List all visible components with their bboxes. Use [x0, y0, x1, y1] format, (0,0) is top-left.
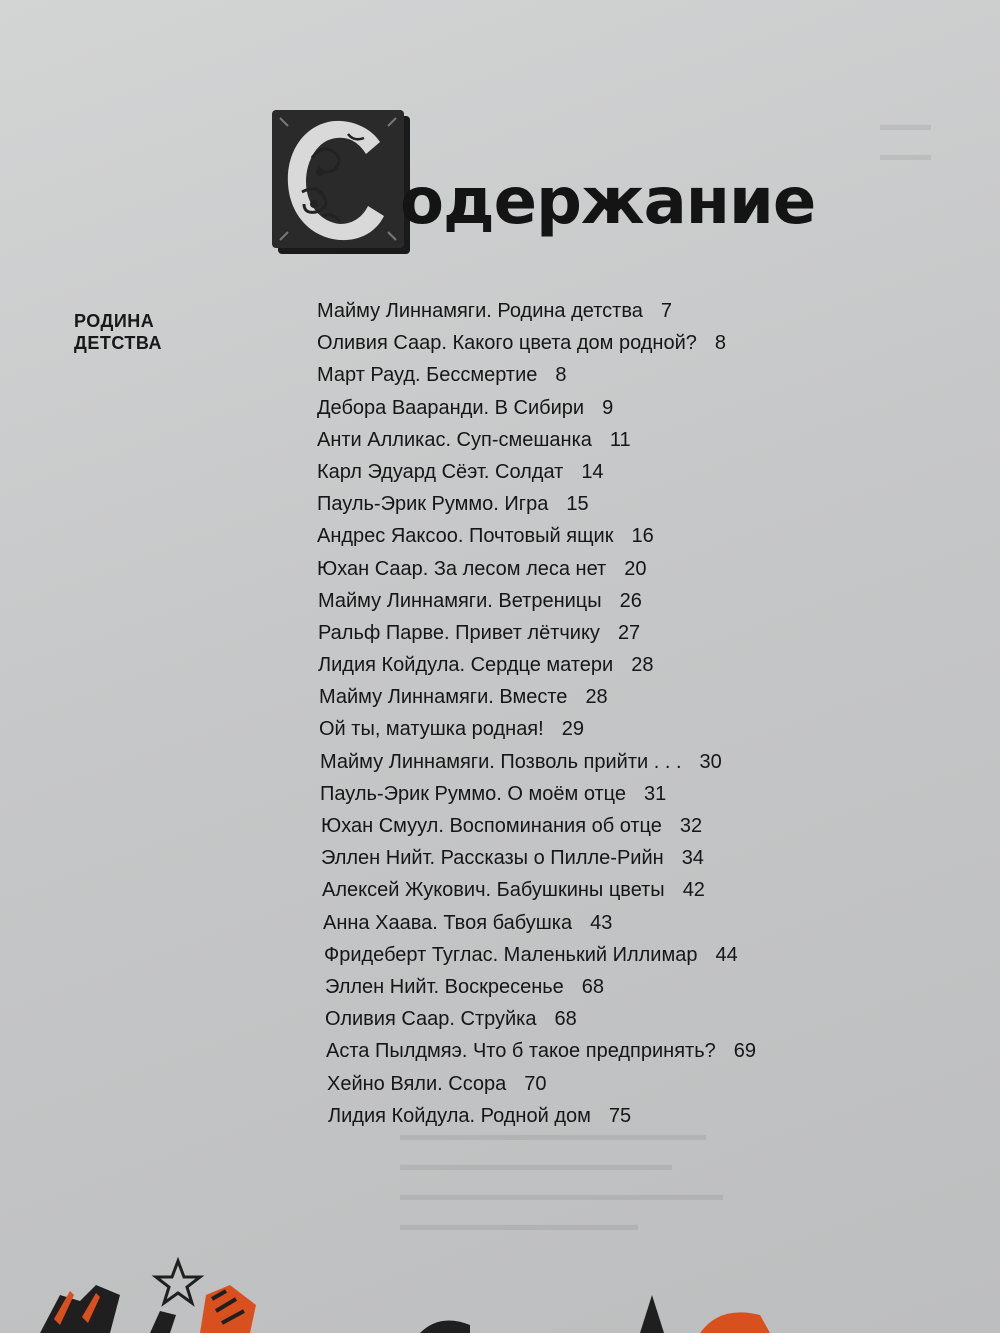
toc-entry: [317, 779, 756, 811]
toc-entry: [317, 586, 756, 618]
toc-entry-title: Майму Линнамяги. Ветреницы: [318, 589, 602, 612]
toc-entry-title: Оливия Саар. Какого цвета дом родной?: [317, 332, 697, 355]
toc-entry-page: 70: [524, 1072, 547, 1095]
toc-entry-page: 69: [733, 1040, 756, 1063]
toc-entry-title: Майму Линнамяги. Позволь прийти . . .: [320, 750, 682, 773]
toc-entry-page: 16: [631, 525, 654, 548]
toc-entry: [317, 296, 756, 328]
toc-entry-title: Лидия Койдула. Родной дом: [328, 1104, 591, 1127]
toc-entry-page: 32: [679, 815, 703, 837]
toc-entry: [317, 328, 756, 360]
ornamental-initial-c-icon: [272, 108, 412, 258]
toc-entry-title: Март Рауд. Бессмертие: [317, 364, 538, 387]
toc-entry: [317, 972, 756, 1004]
toc-entry: [317, 1004, 756, 1036]
page-heading: [272, 108, 912, 268]
toc-entry: [317, 618, 756, 650]
toc-entry-page: 75: [608, 1104, 632, 1127]
section-label-line: ДЕТСТВА: [74, 333, 162, 353]
toc-entry: [317, 1101, 756, 1133]
toc-entry: [317, 1036, 756, 1068]
toc-entry: [317, 425, 756, 457]
section-label: [74, 310, 162, 354]
toc-entry-page: 11: [609, 428, 631, 451]
toc-entry: [317, 393, 756, 425]
toc-entry-page: 7: [660, 300, 672, 322]
toc-entry-title: Майму Линнамяги. Родина детства: [317, 300, 643, 322]
toc-entry-page: 68: [554, 1008, 577, 1031]
toc-entry: [317, 489, 756, 521]
toc-entry-title: Ральф Парве. Привет лётчику: [318, 621, 600, 644]
toc-entry-page: 31: [644, 782, 667, 805]
toc-entry-title: Андрес Яаксоо. Почтовый ящик: [317, 525, 614, 548]
toc-entry: [317, 714, 756, 746]
toc-entry-page: 44: [715, 943, 738, 966]
toc-entry: [317, 908, 756, 940]
toc-entry: [317, 682, 756, 714]
star-icon: [156, 1261, 200, 1303]
page-title: одержание: [400, 165, 816, 239]
toc-entry-title: Анти Алликас. Суп-смешанка: [317, 428, 592, 451]
toc-entry-title: Ой ты, матушка родная!: [319, 718, 544, 741]
toc-entry-page: 34: [681, 847, 704, 870]
toc-entry-title: Хейно Вяли. Ссора: [327, 1072, 507, 1095]
toc-entry: [317, 811, 756, 843]
toc-entry-page: 14: [581, 460, 604, 483]
toc-entry-title: Анна Хаава. Твоя бабушка: [323, 911, 573, 934]
left-ribbon-decoration: [40, 1285, 120, 1333]
bleed-through-shadow: ▬▬▬▬▬▬▬▬▬▬▬▬▬▬▬▬▬▬ ▬▬▬▬▬▬▬▬▬▬▬▬▬▬▬▬ ▬▬▬▬▬▬▬▬▬▬▬▬▬▬▬▬▬▬▬ ▬▬▬▬▬▬▬▬▬▬▬▬▬▬: [400, 1125, 723, 1234]
toc-entry: [317, 747, 756, 779]
toc-entry: [317, 457, 756, 489]
toc-entry-page: 29: [561, 718, 584, 741]
toc-entry-page: 27: [617, 621, 641, 644]
toc-entry-title: Аста Пылдмяэ. Что б такое предпринять?: [326, 1040, 716, 1063]
toc-entry: [317, 650, 756, 682]
toc-list: [317, 296, 756, 1133]
toc-entry-title: Юхан Саар. За лесом леса нет: [317, 557, 607, 580]
toc-entry-title: Эллен Нийт. Рассказы о Пилле-Рийн: [321, 847, 664, 870]
toc-entry-page: 28: [631, 654, 654, 677]
toc-entry-page: 42: [682, 879, 705, 902]
toc-entry-title: Пауль-Эрик Руммо. Игра: [317, 493, 549, 516]
toc-entry-page: 8: [555, 364, 567, 387]
toc-entry-page: 15: [566, 493, 589, 516]
toc-entry-title: Эллен Нийт. Воскресенье: [325, 975, 564, 998]
toc-entry-title: Юхан Смуул. Воспоминания об отце: [321, 815, 662, 837]
toc-entry-page: 28: [585, 686, 608, 709]
toc-entry-page: 9: [602, 396, 614, 419]
toc-entry-page: 43: [590, 911, 613, 934]
toc-entry-title: Пауль-Эрик Руммо. О моём отце: [320, 782, 627, 805]
toc-entry-title: Карл Эдуард Сёэт. Солдат: [317, 460, 564, 483]
toc-entry-page: 68: [581, 975, 605, 998]
toc-entry-title: Дебора Вааранди. В Сибири: [317, 396, 585, 419]
toc-entry-page: 8: [714, 332, 727, 355]
toc-entry: [317, 1069, 756, 1101]
toc-entry: [317, 554, 756, 586]
right-figure-decoration: [420, 1295, 770, 1333]
toc-entry-title: Майму Линнамяги. Вместе: [319, 686, 568, 709]
toc-entry-title: Фридеберт Туглас. Маленький Иллимар: [324, 943, 698, 966]
toc-entry: [317, 940, 756, 972]
toc-entry-title: Оливия Саар. Струйка: [325, 1008, 537, 1031]
section-label-line: РОДИНА: [74, 311, 155, 331]
toc-entry-page: 30: [699, 750, 722, 773]
toc-entry: [317, 360, 756, 392]
toc-entry-title: Алексей Жукович. Бабушкины цветы: [322, 879, 665, 902]
decorative-illustration: [0, 1255, 1000, 1333]
toc-entry-title: Лидия Койдула. Сердце матери: [318, 654, 614, 677]
toc-entry: [317, 521, 756, 553]
bleed-through-shadow: ▬▬▬ ▬▬▬: [880, 115, 931, 164]
toc-entry: [317, 843, 756, 875]
toc-entry-page: 20: [624, 557, 647, 580]
toc-entry: [317, 875, 756, 907]
toc-entry-page: 26: [619, 589, 642, 612]
